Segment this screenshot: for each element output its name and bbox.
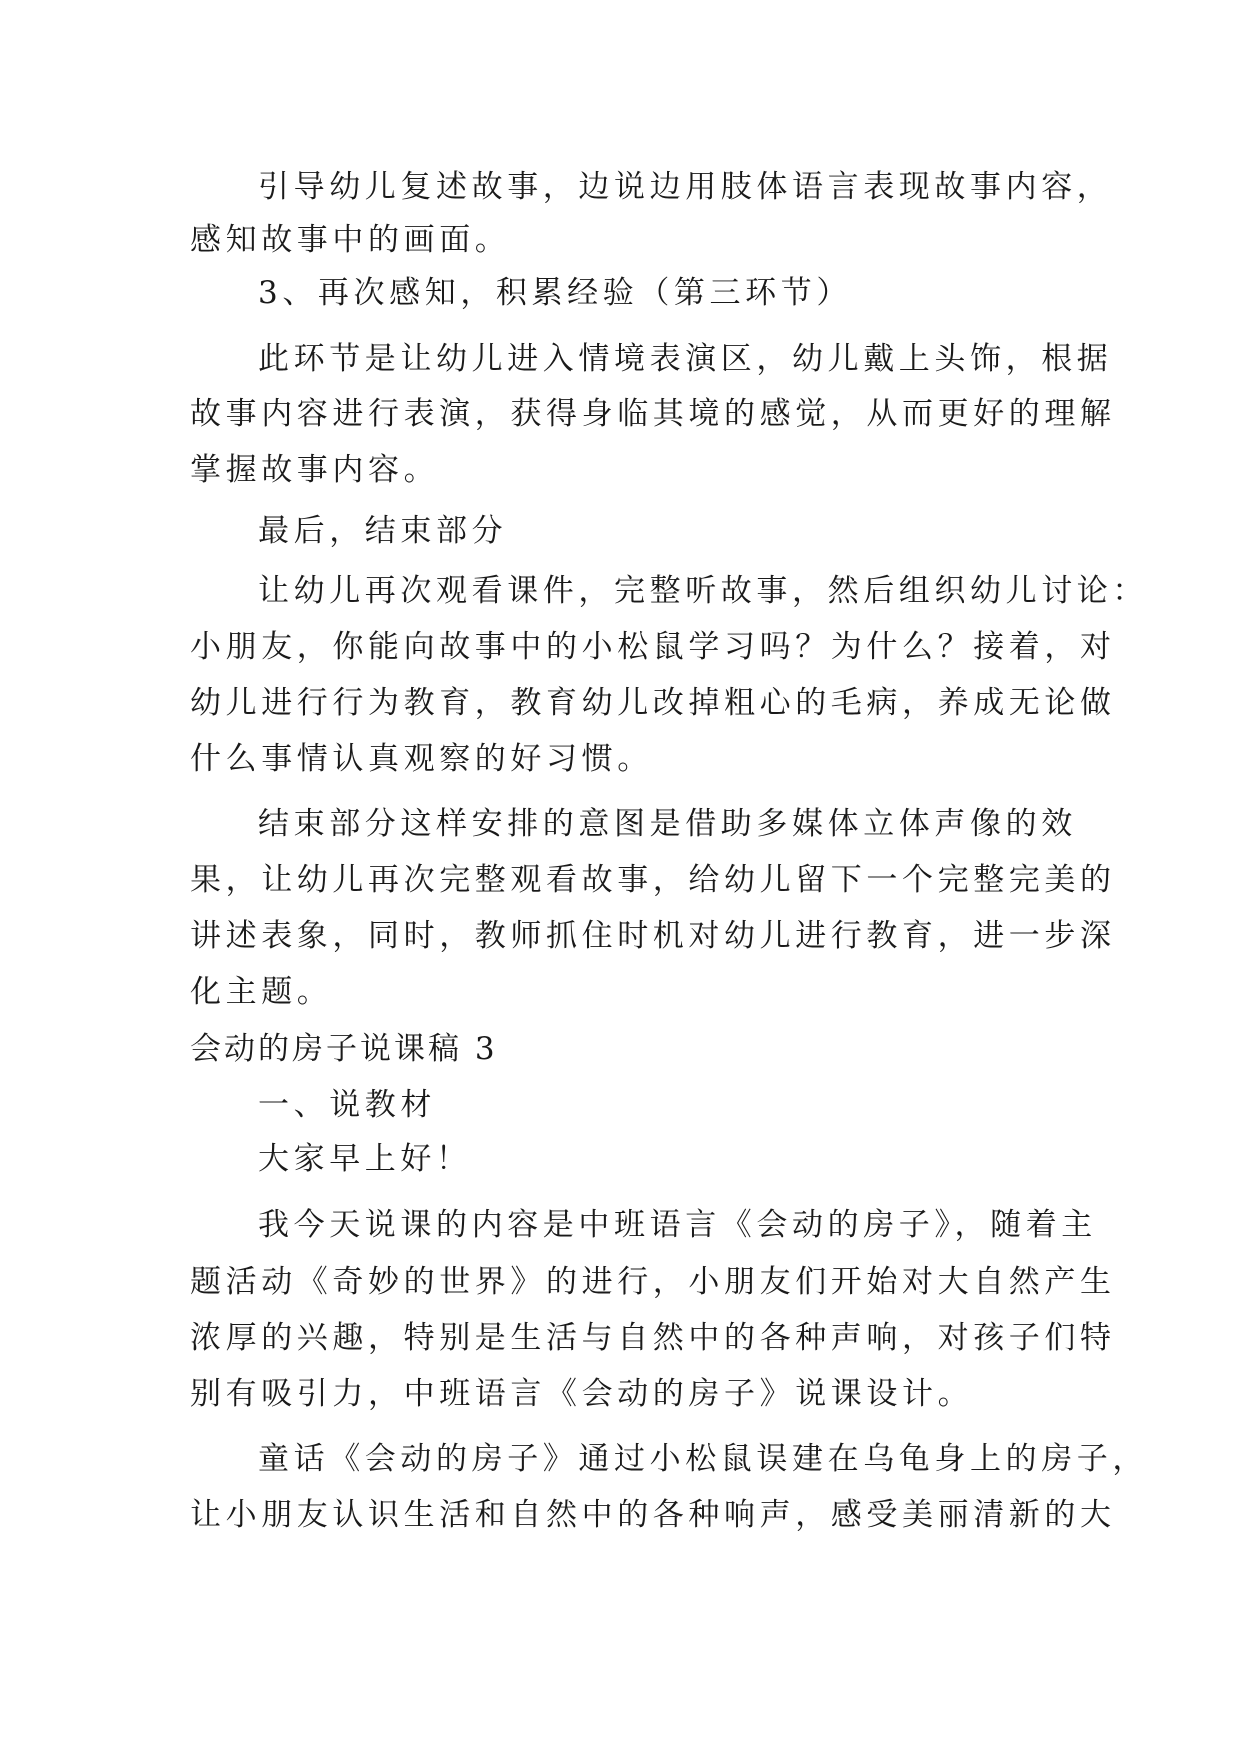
subsection-heading: 一、说教材 xyxy=(258,1087,436,1123)
paragraph-line: 果，让幼儿再次完整观看故事，给幼儿留下一个完整完美的 xyxy=(190,862,1116,898)
paragraph-line: 大家早上好！ xyxy=(258,1141,472,1177)
paragraph-line: 掌握故事内容。 xyxy=(190,452,440,488)
paragraph-line: 故事内容进行表演，获得身临其境的感觉，从而更好的理解 xyxy=(190,396,1116,432)
paragraph-line: 幼儿进行行为教育，教育幼儿改掉粗心的毛病，养成无论做 xyxy=(190,685,1116,721)
paragraph-line: 让小朋友认识生活和自然中的各种响声，感受美丽清新的大 xyxy=(190,1497,1116,1533)
paragraph-line: 题活动《奇妙的世界》的进行，小朋友们开始对大自然产生 xyxy=(190,1264,1116,1300)
paragraph-line: 让幼儿再次观看课件，完整听故事，然后组织幼儿讨论： xyxy=(258,573,1148,609)
paragraph-line: 别有吸引力，中班语言《会动的房子》说课设计。 xyxy=(190,1376,974,1412)
paragraph-line: 小朋友，你能向故事中的小松鼠学习吗？为什么？接着，对 xyxy=(190,629,1116,665)
paragraph-line: 最后，结束部分 xyxy=(258,513,508,549)
paragraph-line: 结束部分这样安排的意图是借助多媒体立体声像的效 xyxy=(258,806,1077,842)
paragraph-line: 此环节是让幼儿进入情境表演区，幼儿戴上头饰，根据 xyxy=(258,341,1113,377)
paragraph-line: 化主题。 xyxy=(190,974,333,1010)
paragraph-line: 童话《会动的房子》通过小松鼠误建在乌龟身上的房子， xyxy=(258,1441,1148,1477)
paragraph-line: 3、再次感知，积累经验（第三环节） xyxy=(258,275,852,311)
section-heading: 会动的房子说课稿 3 xyxy=(190,1031,498,1067)
paragraph-line: 我今天说课的内容是中班语言《会动的房子》，随着主 xyxy=(258,1207,1097,1243)
paragraph-line: 浓厚的兴趣，特别是生活与自然中的各种声响，对孩子们特 xyxy=(190,1320,1116,1356)
paragraph-line: 什么事情认真观察的好习惯。 xyxy=(190,741,653,777)
paragraph-line: 引导幼儿复述故事，边说边用肢体语言表现故事内容， xyxy=(258,169,1113,205)
paragraph-line: 感知故事中的画面。 xyxy=(190,222,511,258)
paragraph-line: 讲述表象，同时，教师抓住时机对幼儿进行教育，进一步深 xyxy=(190,918,1116,954)
